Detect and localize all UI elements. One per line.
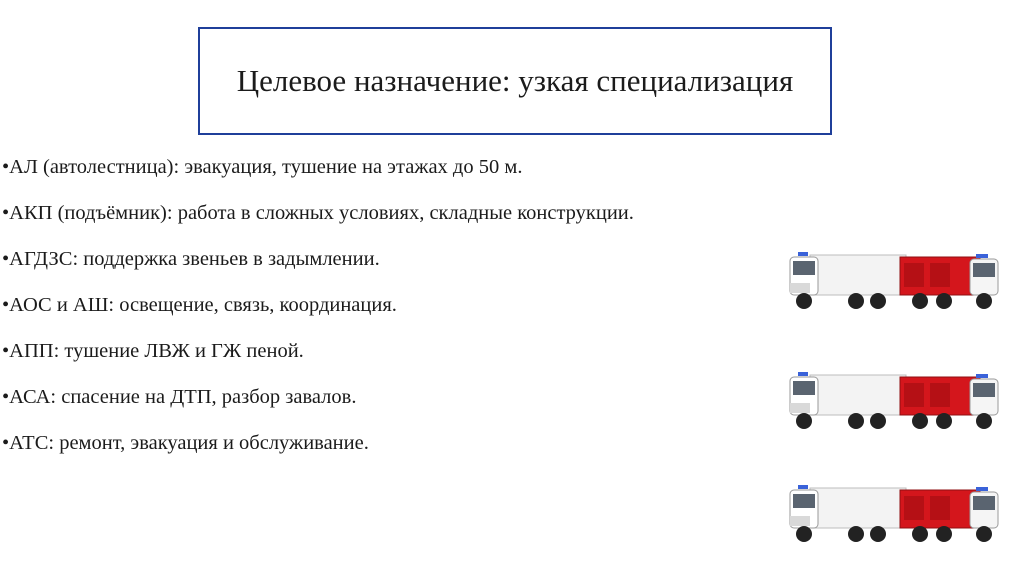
bullet-item: •АПП: тушение ЛВЖ и ГЖ пеной. [2,340,304,362]
bullet-item: •АСА: спасение на ДТП, разбор завалов. [2,386,357,408]
bullet-item: •АЛ (автолестница): эвакуация, тушение на этажах до 50 м. [2,156,523,178]
bullet-item: •АТС: ремонт, эвакуация и обслуживание. [2,432,369,454]
bullet-item: •АКП (подъёмник): работа в сложных условиях, складные конструкции. [2,202,634,224]
fire-trucks-illustration [780,476,1006,554]
bullet-list [2,144,634,466]
fire-trucks-photo-icon [780,363,1006,441]
fire-trucks-illustration [780,363,1006,441]
slide-title: Целевое назначение: узкая специализация [236,63,794,98]
bullet-item: •АОС и АШ: освещение, связь, координация. [2,294,397,316]
fire-trucks-illustration [780,243,1006,321]
fire-trucks-photo-icon [780,243,1006,321]
title-box [198,27,832,135]
bullet-item: •АГДЗС: поддержка звеньев в задымлении. [2,248,380,270]
fire-trucks-photo-icon [780,476,1006,554]
